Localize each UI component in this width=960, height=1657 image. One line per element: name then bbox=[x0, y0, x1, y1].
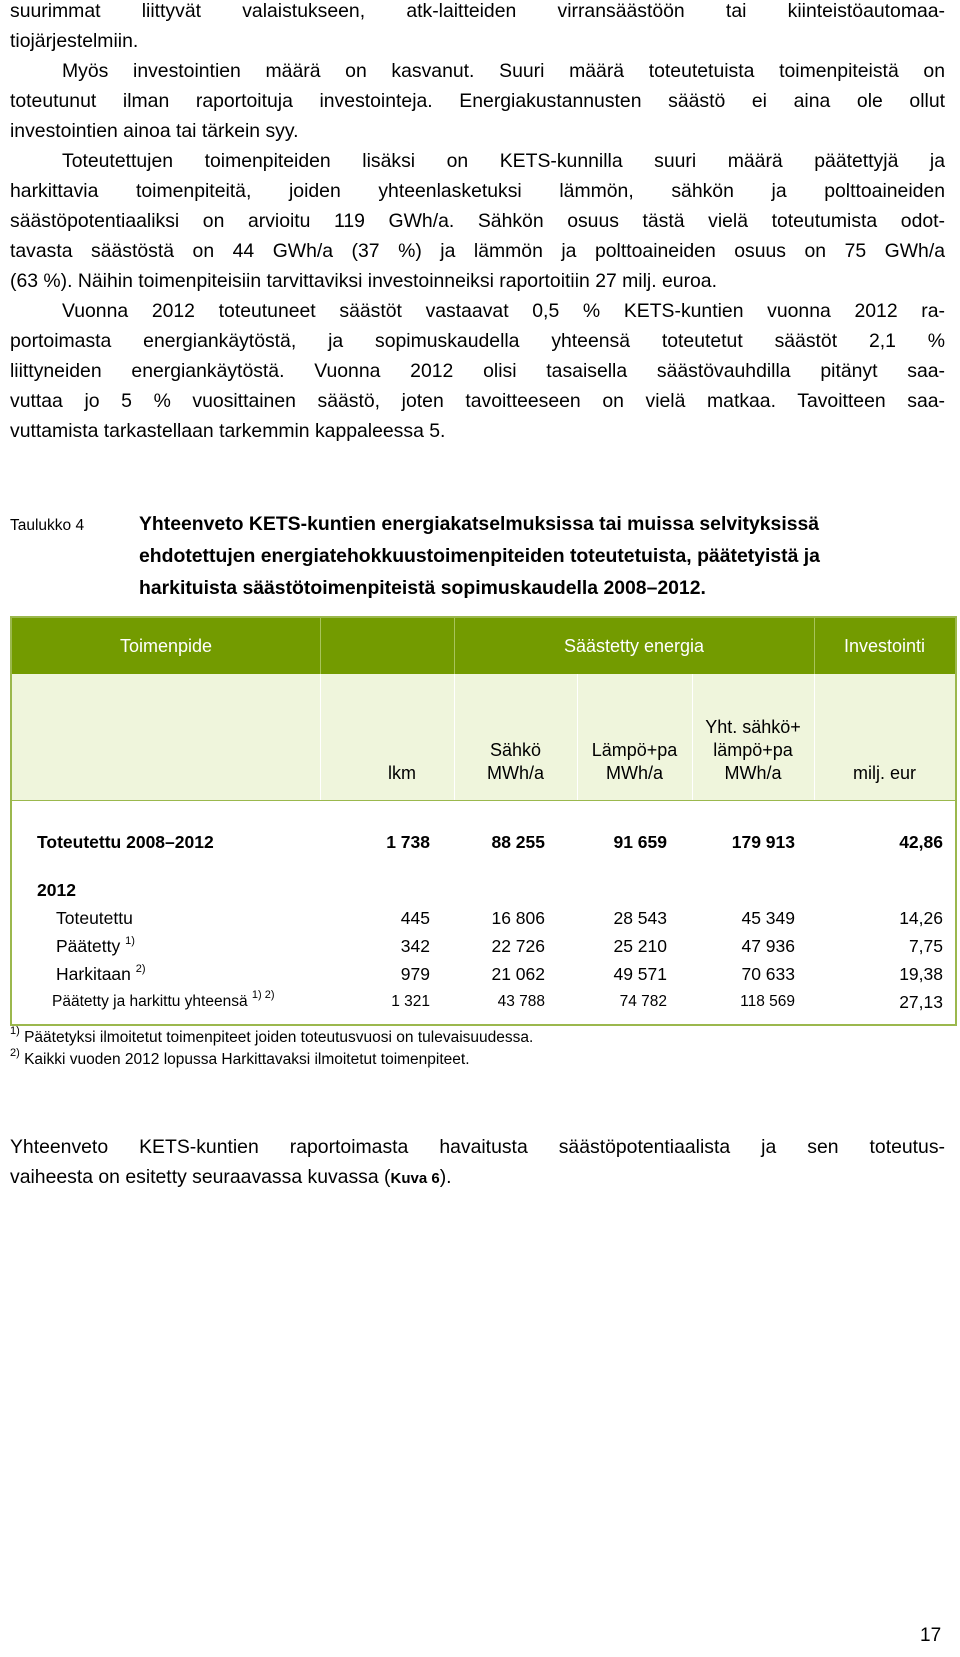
cell-sahko: 43 788 bbox=[497, 993, 545, 1010]
subheader-line: MWh/a bbox=[605, 763, 663, 783]
cell-lkm: 1 321 bbox=[391, 993, 430, 1010]
table-header bbox=[12, 618, 955, 674]
footnote-1 bbox=[10, 1025, 534, 1048]
table-caption-title bbox=[139, 508, 919, 604]
text-line: suurimmat liittyvät valaistukseen, atk-laitteiden virransäästöön tai kiinteistöautomaa- bbox=[10, 0, 945, 22]
cell-lampo: 91 659 bbox=[613, 832, 667, 852]
cell-lkm: 1 738 bbox=[386, 832, 430, 852]
caption-line: harkituista säästötoimenpiteistä sopimuskaudella 2008–2012. bbox=[139, 577, 706, 599]
footnote-text: Päätetyksi ilmoitetut toimenpiteet joiden toteutusvuosi on tulevaisuudessa. bbox=[24, 1029, 534, 1046]
text-segment: ). bbox=[439, 1166, 452, 1188]
cell-investointi: 7,75 bbox=[908, 936, 943, 956]
footnote-ref: 1) 2) bbox=[251, 989, 275, 1001]
cell-sahko: 21 062 bbox=[491, 964, 545, 984]
cell-investointi: 19,38 bbox=[899, 964, 943, 984]
cell-lkm: 445 bbox=[400, 908, 430, 928]
cell-sahko: 88 255 bbox=[491, 832, 545, 852]
subheader-line: MWh/a bbox=[724, 763, 782, 783]
text-line: liittyneiden energiankäytöstä. Vuonna 2012 olisi tasaisella säästövauhdilla pitänyt saa- bbox=[10, 360, 945, 382]
row-label bbox=[56, 960, 146, 988]
table-caption-label: Taulukko 4 bbox=[10, 517, 85, 534]
row-label-text: Päätetty bbox=[56, 936, 121, 956]
text-line: harkittavia toimenpiteitä, joiden yhteenlasketuksi lämmön, sähkön ja polttoaineiden bbox=[10, 180, 945, 202]
caption-line: Yhteenveto KETS-kuntien energiakatselmuksissa tai muissa selvityksissä bbox=[139, 513, 820, 535]
cell-lampo: 49 571 bbox=[613, 964, 667, 984]
cell-yhteensa: 45 349 bbox=[741, 908, 795, 928]
text-line: Myös investointien määrä on kasvanut. Suuri määrä toteutetuista toimenpiteistä on bbox=[62, 60, 945, 82]
subheader-line: Yht. sähkö+ bbox=[705, 717, 801, 737]
table-row-total bbox=[12, 828, 955, 856]
page-number: 17 bbox=[920, 1625, 942, 1646]
text-line: portoimasta energiankäytöstä, ja sopimuskaudella yhteensä toteutetut säästöt 2,1 % bbox=[10, 330, 945, 352]
year-label: 2012 bbox=[37, 880, 76, 900]
cell-sahko: 22 726 bbox=[491, 936, 545, 956]
table-row-year bbox=[12, 876, 955, 904]
row-label bbox=[52, 988, 275, 1016]
table-row bbox=[12, 904, 955, 932]
caption-line: ehdotettujen energiatehokkuustoimenpiteiden toteutetuista, päätetyistä ja bbox=[139, 545, 820, 567]
paragraph-4 bbox=[10, 296, 945, 446]
table-row bbox=[12, 960, 955, 988]
paragraph-5 bbox=[10, 1132, 945, 1194]
text-line: Toteutettujen toimenpiteiden lisäksi on KETS-kunnilla suuri määrä päätettyjä ja bbox=[62, 150, 945, 172]
paragraph-3 bbox=[10, 146, 945, 296]
cell-investointi: 27,13 bbox=[899, 992, 943, 1012]
table-row bbox=[12, 988, 955, 1016]
subheader-line: Sähkö bbox=[489, 740, 542, 760]
text-line bbox=[10, 1162, 945, 1194]
subheader-sahko bbox=[454, 739, 577, 785]
footnote-text: Kaikki vuoden 2012 lopussa Harkittavaksi ilmoitetut toimenpiteet. bbox=[24, 1051, 470, 1068]
text-line: tiojärjestelmiin. bbox=[10, 30, 139, 52]
cell-sahko: 16 806 bbox=[491, 908, 545, 928]
text-line: Yhteenveto KETS-kuntien raportoimasta havaitusta säästöpotentiaalista ja sen toteutus- bbox=[10, 1136, 945, 1158]
subheader-divider-line bbox=[12, 800, 955, 801]
cell-lampo: 74 782 bbox=[619, 993, 667, 1010]
row-label-text: Harkitaan bbox=[56, 964, 131, 984]
paragraph-2 bbox=[10, 56, 945, 146]
subheader-line: Lämpö+pa bbox=[591, 740, 678, 760]
text-line: investointien ainoa tai tärkein syy. bbox=[10, 120, 299, 142]
footnote-ref: 2) bbox=[135, 963, 146, 975]
table-row bbox=[12, 932, 955, 960]
header-saastetty-energia: Säästetty energia bbox=[563, 636, 705, 656]
header-investointi: Investointi bbox=[843, 636, 926, 656]
subheader-line: lämpö+pa bbox=[713, 740, 793, 760]
cell-yhteensa: 70 633 bbox=[741, 964, 795, 984]
row-label-text: Päätetty ja harkittu yhteensä bbox=[52, 993, 248, 1010]
text-line: Vuonna 2012 toteutuneet säästöt vastaavat 0,5 % KETS-kuntien vuonna 2012 ra- bbox=[62, 300, 945, 322]
subheader-milj-eur: milj. eur bbox=[852, 763, 916, 783]
cell-lkm: 979 bbox=[400, 964, 430, 984]
cell-lampo: 28 543 bbox=[613, 908, 667, 928]
footnote-mark: 2) bbox=[10, 1047, 20, 1059]
text-line: tavasta säästöstä on 44 GWh/a (37 %) ja lämmön ja polttoaineiden osuus on 75 GWh/a bbox=[10, 240, 945, 262]
header-toimenpide: Toimenpide bbox=[119, 636, 213, 656]
footnote-2 bbox=[10, 1047, 470, 1070]
text-line: säästöpotentiaaliksi on arvioitu 119 GWh/a. Sähkön osuus tästä vielä toteutumista odot- bbox=[10, 210, 945, 232]
text-line: (63 %). Näihin toimenpiteisiin tarvittaviksi investoinneiksi raportoitiin 27 milj. euroa. bbox=[10, 270, 717, 292]
subheader-yhteensa bbox=[692, 716, 814, 785]
row-label-text: Toteutettu bbox=[56, 908, 133, 928]
cell-yhteensa: 47 936 bbox=[741, 936, 795, 956]
row-label: Toteutettu 2008–2012 bbox=[37, 832, 214, 852]
summary-table bbox=[10, 616, 957, 1026]
text-line: vuttamista tarkastellaan tarkemmin kappaleessa 5. bbox=[10, 420, 446, 442]
subheader-line: MWh/a bbox=[486, 763, 544, 783]
cell-yhteensa: 179 913 bbox=[731, 832, 795, 852]
cell-investointi: 14,26 bbox=[899, 908, 943, 928]
text-segment: vaiheesta on esitetty seuraavassa kuvassa ( bbox=[10, 1166, 391, 1188]
text-line: toteutunut ilman raportoituja investointeja. Energiakustannusten säästö ei aina ole ollut bbox=[10, 90, 945, 112]
cell-investointi: 42,86 bbox=[899, 832, 943, 852]
cell-yhteensa: 118 569 bbox=[740, 993, 795, 1010]
cell-lkm: 342 bbox=[400, 936, 430, 956]
subheader-lkm bbox=[320, 762, 454, 785]
subheader-lampo bbox=[577, 739, 692, 785]
footnote-mark: 1) bbox=[10, 1025, 20, 1037]
table-subheader bbox=[12, 674, 955, 800]
text-line: vuttaa jo 5 % vuosittainen säästö, joten tavoitteeseen on vielä matkaa. Tavoitteen saa- bbox=[10, 390, 945, 412]
footnote-ref: 1) bbox=[125, 935, 135, 947]
subheader-lkm-text: lkm bbox=[388, 763, 416, 783]
row-label bbox=[56, 932, 135, 960]
row-label bbox=[56, 904, 133, 932]
figure-reference-link[interactable]: Kuva 6 bbox=[390, 1170, 440, 1187]
cell-lampo: 25 210 bbox=[613, 936, 667, 956]
paragraph-1 bbox=[10, 0, 945, 56]
header-divider bbox=[320, 618, 321, 674]
